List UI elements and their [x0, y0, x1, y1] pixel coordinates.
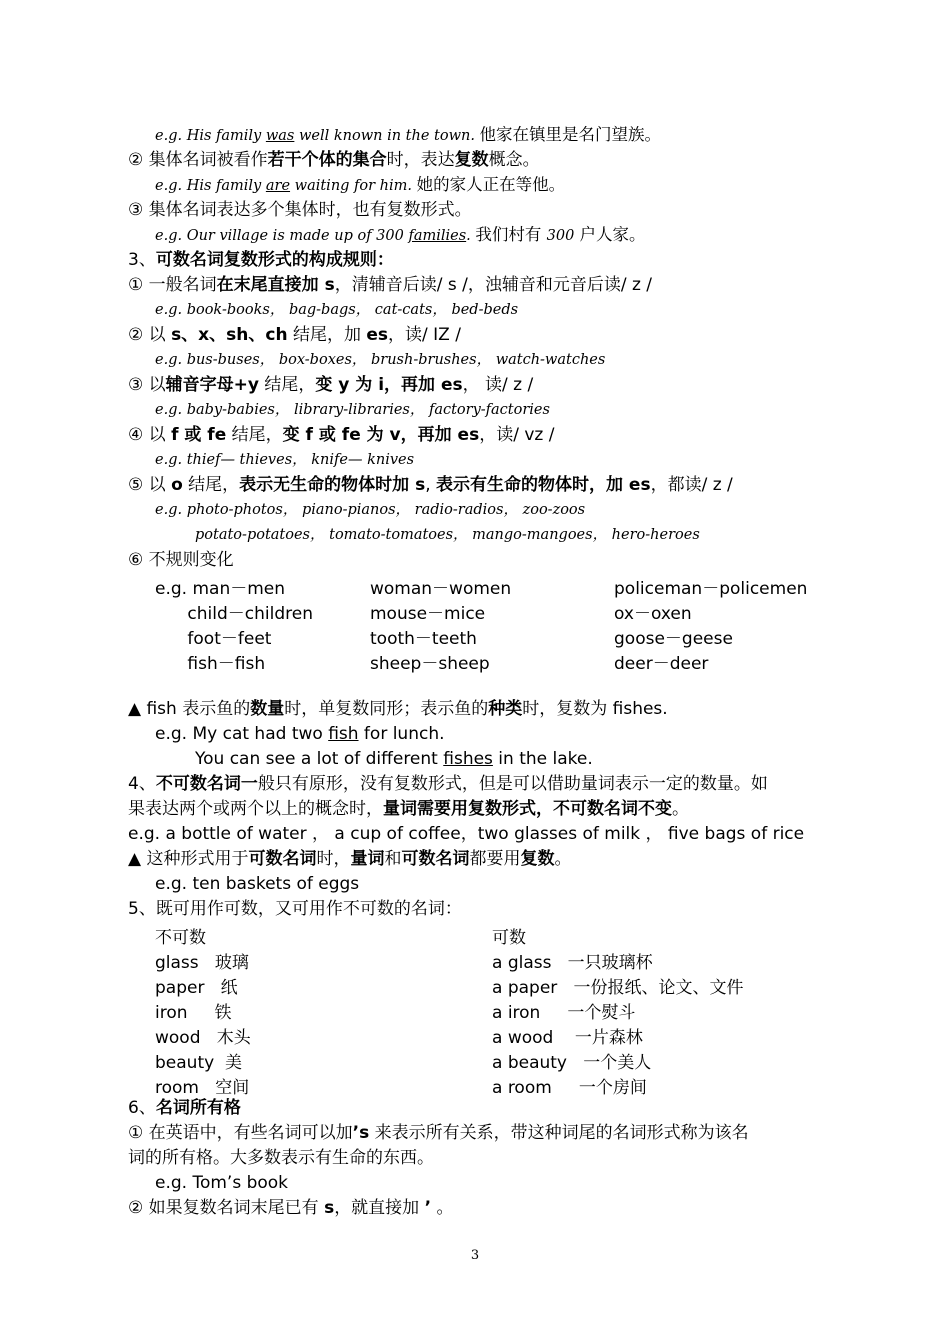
text-run: e.g. My cat had two	[155, 724, 329, 744]
text-run: 不可数名词一	[155, 774, 258, 794]
text-run: 概念。	[488, 150, 540, 170]
text-run: 户人家。	[574, 225, 646, 244]
text-run: e.g. His family	[155, 128, 266, 144]
table-cell: a glass 一只玻璃杯	[492, 953, 653, 973]
text-run: 。	[431, 1198, 454, 1218]
text-run: ,	[425, 475, 437, 495]
text-run: e.g. Tom’s book	[155, 1173, 289, 1193]
text-line	[128, 249, 394, 271]
text-line	[155, 449, 414, 471]
text-line	[155, 499, 585, 521]
text-line	[128, 199, 472, 221]
text-run: ▲ 这种形式用于	[128, 849, 249, 869]
text-line	[128, 698, 668, 720]
text-run: are	[265, 178, 291, 194]
table-cell: foot－feet	[155, 629, 272, 649]
text-run: 时，复数为 fishes.	[522, 699, 668, 719]
text-run: 都要用	[469, 849, 521, 869]
text-line	[195, 748, 593, 770]
text-run: ③ 集体名词表达多个集体时，也有复数形式。	[128, 200, 472, 220]
text-run: 结尾，	[182, 475, 240, 495]
text-line	[155, 174, 565, 197]
table-cell: mouse－mice	[370, 604, 486, 624]
text-run: e.g. His family	[155, 178, 266, 194]
table-cell: fish－fish	[155, 654, 266, 674]
text-run: was	[265, 128, 295, 144]
table-cell: tooth－teeth	[370, 629, 477, 649]
text-run: ① 一般名词	[128, 275, 217, 295]
text-line	[128, 848, 571, 870]
table-cell: deer－deer	[614, 654, 709, 674]
table-cell: ox－oxen	[614, 604, 692, 624]
table-cell: e.g. man－men	[155, 579, 286, 599]
text-run: 。	[672, 799, 689, 819]
text-run: 在末尾直接加 s	[216, 275, 335, 295]
text-line	[128, 898, 462, 920]
text-line	[155, 349, 605, 371]
text-run: ④ 以	[128, 425, 172, 445]
text-run: ，读/ vz /	[479, 425, 555, 445]
text-run: ③ 以	[128, 375, 166, 395]
text-run: 她的家人正在等他。	[416, 175, 566, 194]
text-run: 和	[384, 849, 402, 869]
text-run: 量词需要用复数形式，不可数名词不变	[383, 799, 672, 819]
text-line	[155, 124, 661, 147]
text-run: 可数名词复数形式的构成规则：	[155, 250, 394, 270]
text-run: ’s	[352, 1123, 370, 1143]
text-line	[128, 149, 540, 171]
text-line	[128, 474, 733, 496]
text-run: potato-potatoes， tomato-tomatoes， mango-mangoes， hero-heroes	[195, 527, 700, 543]
text-run: waiting for him.	[290, 178, 417, 194]
text-run: .	[466, 228, 476, 244]
page-number: 3	[470, 1248, 480, 1263]
text-run: 量词	[350, 849, 385, 869]
text-line	[155, 873, 359, 895]
text-run: 4、	[128, 774, 156, 794]
text-line	[128, 274, 652, 296]
table-cell: child－children	[155, 604, 313, 624]
text-line	[155, 1172, 288, 1194]
text-run: 复数	[454, 150, 489, 170]
text-run: e.g. bus-buses， box-boxes， brush-brushes， watch-watches	[155, 352, 606, 368]
text-line	[128, 773, 768, 795]
text-run: 来表示所有关系，带这种词尾的名词形式称为该名	[369, 1123, 749, 1143]
table-cell: a wood 一片森林	[492, 1028, 643, 1048]
text-line	[128, 823, 804, 845]
text-run: e.g. thief— thieves， knife— knives	[155, 452, 415, 468]
text-run: 种类	[488, 699, 523, 719]
text-run: 变 y 为 i，再加 es	[315, 375, 463, 395]
table-cell: glass 玻璃	[155, 953, 249, 973]
text-line	[155, 224, 646, 247]
text-run: ，就直接加	[334, 1198, 425, 1218]
text-line	[128, 374, 533, 396]
text-run: 6、	[128, 1098, 156, 1118]
text-run: 时，	[316, 849, 351, 869]
text-run: ② 以	[128, 325, 172, 345]
text-line	[128, 798, 689, 820]
text-run: 变 f 或 fe 为 v，再加 es	[282, 425, 480, 445]
text-run: 5、既可用作可数，又可用作不可数的名词：	[128, 899, 462, 919]
text-line	[155, 399, 550, 421]
text-line	[128, 324, 461, 346]
text-run: e.g. Our village is made up of 300	[155, 228, 409, 244]
text-run: ▲ fish 表示鱼的	[128, 699, 251, 719]
table-cell: a room 一个房间	[492, 1078, 647, 1098]
text-run: for lunch.	[358, 724, 445, 744]
text-run: 可数名词	[401, 849, 470, 869]
text-run: ， 读/ z /	[462, 375, 534, 395]
text-run: 般只有原形，没有复数形式，但是可以借助量词表示一定的数量。如	[257, 774, 768, 794]
text-run: fishes	[443, 749, 493, 769]
text-run: e.g. baby-babies， library-libraries， factory-factories	[155, 402, 550, 418]
text-run: ⑤ 以	[128, 475, 172, 495]
text-run: ，都读/ z /	[650, 475, 733, 495]
table-cell: paper 纸	[155, 978, 238, 998]
text-run: e.g. photo-photos， piano-pianos， radio-radios， zoo-zoos	[155, 502, 586, 518]
text-line	[155, 299, 518, 321]
table-cell: beauty 美	[155, 1053, 242, 1073]
text-line	[128, 1147, 434, 1169]
text-run: 表示无生命的物体时加 s	[239, 475, 426, 495]
text-run: 结尾，	[258, 375, 316, 395]
text-run: e.g. book-books， bag-bags， cat-cats， bed-beds	[155, 302, 519, 318]
text-run: e.g. a bottle of water ， a cup of coffee，two glasses of milk ， five bags of rice	[128, 824, 805, 844]
table-cell: 不可数	[155, 928, 206, 948]
text-run: 若干个体的集合	[267, 150, 387, 170]
text-run: f 或 fe	[171, 425, 227, 445]
text-run: s、x、sh、ch	[171, 325, 288, 345]
text-run: You can see a lot of different	[195, 749, 444, 769]
text-line	[195, 524, 700, 546]
text-line	[128, 1097, 241, 1119]
text-line	[155, 723, 445, 745]
text-run: 。	[554, 849, 572, 869]
text-run: well known in the town.	[294, 128, 480, 144]
text-run: s	[324, 1198, 335, 1218]
table-cell: sheep－sheep	[370, 654, 490, 674]
text-run: ② 集体名词被看作	[128, 150, 268, 170]
table-cell: a iron 一个熨斗	[492, 1003, 636, 1023]
text-run: 可数名词	[248, 849, 317, 869]
table-cell: iron 铁	[155, 1003, 232, 1023]
table-cell: wood 木头	[155, 1028, 251, 1048]
text-line	[128, 1197, 453, 1219]
text-run: 名词所有格	[155, 1098, 241, 1118]
text-line	[128, 549, 234, 571]
table-cell: woman－women	[370, 579, 512, 599]
text-run: ① 在英语中，有些名词可以加	[128, 1123, 353, 1143]
text-run: 时，单复数同形；表示鱼的	[284, 699, 489, 719]
text-run: ’	[424, 1198, 432, 1218]
table-cell: a paper 一份报纸、论文、文件	[492, 978, 744, 998]
table-cell: room 空间	[155, 1078, 250, 1098]
text-run: fish	[328, 724, 359, 744]
table-cell: goose－geese	[614, 629, 733, 649]
text-run: 辅音字母+y	[165, 375, 259, 395]
table-cell: a beauty 一个美人	[492, 1053, 652, 1073]
text-run: ⑥ 不规则变化	[128, 550, 234, 570]
text-run: 时，表达	[386, 150, 455, 170]
text-run: o	[171, 475, 183, 495]
text-run: 结尾，加	[287, 325, 367, 345]
text-run: 词的所有格。大多数表示有生命的东西。	[128, 1148, 434, 1168]
text-run: 表示有生命的物体时，加 es	[436, 475, 651, 495]
text-run: 300	[546, 228, 575, 244]
text-run: es	[366, 325, 389, 345]
text-run: families	[408, 228, 467, 244]
text-run: 复数	[520, 849, 555, 869]
text-run: 结尾，	[226, 425, 283, 445]
text-run: 我们村有	[475, 225, 547, 244]
text-run: in the lake.	[492, 749, 593, 769]
text-run: ，读/ IZ /	[388, 325, 461, 345]
text-run: 3、	[128, 250, 156, 270]
table-cell: 可数	[492, 928, 526, 948]
text-run: ② 如果复数名词末尾已有	[128, 1198, 325, 1218]
text-run: ，清辅音后读/ s /，浊辅音和元音后读/ z /	[334, 275, 653, 295]
text-run: e.g. ten baskets of eggs	[155, 874, 360, 894]
text-run: 果表达两个或两个以上的概念时，	[128, 799, 383, 819]
text-line	[128, 1122, 749, 1144]
text-run: 他家在镇里是名门望族。	[479, 125, 662, 144]
text-line	[128, 424, 554, 446]
table-cell: policeman－policemen	[614, 579, 808, 599]
text-run: 数量	[250, 699, 285, 719]
